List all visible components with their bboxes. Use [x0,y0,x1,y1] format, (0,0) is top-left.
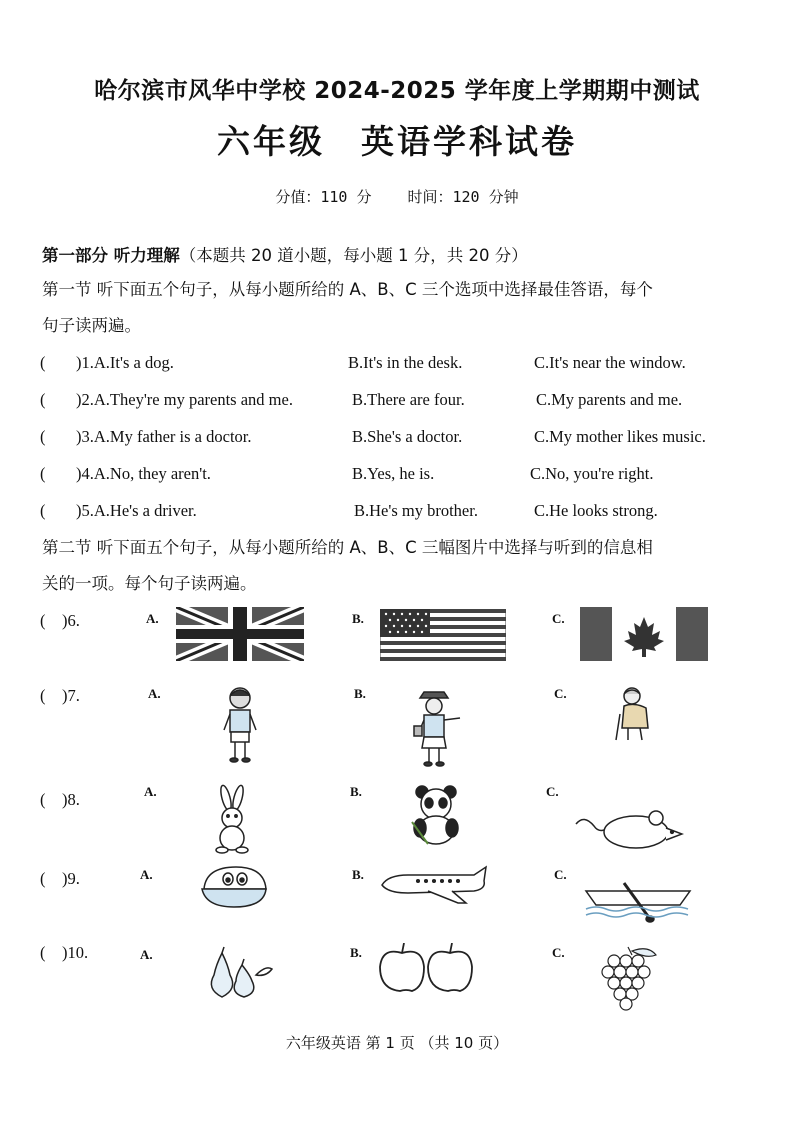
option-letter-b: B. [350,945,362,960]
boy-picture[interactable] [216,684,264,764]
school-title: 哈尔滨市风华中学校 2024-2025 学年度上学期期中测试 [94,78,700,104]
option-letter-b: B. [352,867,364,882]
time-value: 时间：120 分钟 [407,188,519,206]
question-row [40,390,760,420]
question-number: )7. [62,686,80,705]
canada-flag-picture[interactable] [580,607,708,661]
option-c: C.My mother likes music. [534,427,706,446]
score-time-line [0,186,794,207]
cap-picture[interactable] [198,863,270,911]
question-row [40,353,760,383]
option-b: B.Yes, he is. [352,464,435,483]
rabbit-picture[interactable] [208,784,256,856]
section1-instruction-line1: 第一节 听下面五个句子，从每小题所给的 A、B、C 三个选项中选择最佳答语，每个 [42,280,653,299]
option-letter-b: B. [354,686,366,701]
grade-label: 六年级 [217,122,325,161]
option-letter-a: A. [148,686,161,701]
question-number: )9. [62,869,80,888]
option-c: C.No, you're right. [530,464,654,483]
mouse-picture[interactable] [574,806,684,852]
option-c: C.It's near the window. [534,353,686,372]
option-c: C.My parents and me. [536,390,683,409]
answer-paren[interactable]: ( [40,353,46,372]
option-letter-c: C. [552,611,565,626]
option-letter-a: A. [140,867,153,882]
paper-title [0,116,794,163]
option-a: )3.A.My father is a doctor. [76,427,252,446]
section1-instruction-line2: 句子读两遍。 [42,316,141,335]
option-a: )5.A.He's a driver. [76,501,197,520]
option-letter-a: A. [140,947,153,962]
picture-question-row [40,943,760,1023]
question-row [40,501,760,531]
option-a: )2.A.They're my parents and me. [76,390,293,409]
question-row [40,464,760,494]
old-man-picture[interactable] [610,684,660,744]
picture-question-row [40,611,760,691]
answer-paren[interactable]: ( [40,501,46,520]
boat-picture[interactable] [584,879,692,925]
question-number: )8. [62,790,80,809]
answer-paren[interactable]: ( )6. [40,611,80,630]
option-letter-b: B. [352,611,364,626]
airplane-picture[interactable] [378,865,490,905]
question-row [40,427,760,457]
score-value: 分值：110 分 [275,188,372,206]
police-woman-picture[interactable] [404,688,466,768]
answer-paren[interactable]: ( [40,464,46,483]
answer-paren[interactable]: ( )9. [40,869,80,888]
option-letter-a: A. [146,611,159,626]
section2-instruction [42,530,762,602]
section2-instruction-line2: 关的一项。每个句子读两遍。 [42,574,257,593]
question-number: )10. [62,943,89,962]
uk-flag-picture[interactable] [176,607,304,661]
picture-question-row [40,869,760,949]
panda-picture[interactable] [408,784,464,846]
option-letter-a: A. [144,784,157,799]
option-a: )1.A.It's a dog. [76,353,174,372]
part1-title: 第一部分 听力理解 [42,246,180,265]
option-b: B.He's my brother. [354,501,478,520]
option-letter-c: C. [552,945,565,960]
option-letter-c: C. [546,784,559,799]
part1-heading [42,242,528,266]
part1-note: （本题共 20 道小题，每小题 1 分，共 20 分） [179,246,528,265]
usa-flag-picture[interactable] [380,609,506,661]
answer-paren[interactable]: ( )7. [40,686,80,705]
picture-question-row [40,686,760,766]
section2-instruction-line1: 第二节 听下面五个句子，从每小题所给的 A、B、C 三幅图片中选择与听到的信息相 [42,538,653,557]
section1-instruction [42,272,762,344]
answer-paren[interactable]: ( [40,427,46,446]
picture-question-row [40,784,760,870]
option-letter-c: C. [554,686,567,701]
option-b: B.She's a doctor. [352,427,463,446]
option-letter-b: B. [350,784,362,799]
option-b: B.It's in the desk. [348,353,463,372]
option-c: C.He looks strong. [534,501,658,520]
option-letter-c: C. [554,867,567,882]
answer-paren[interactable]: ( [40,390,46,409]
option-a: )4.A.No, they aren't. [76,464,211,483]
question-number: )6. [62,611,80,630]
answer-paren[interactable]: ( )8. [40,790,80,809]
grapes-picture[interactable] [598,945,660,1011]
apples-picture[interactable] [378,943,474,993]
pears-picture[interactable] [200,945,276,1001]
answer-paren[interactable]: ( )10. [40,943,89,962]
page-footer: 六年级英语 第 1 页 （共 10 页） [285,1034,509,1052]
option-b: B.There are four. [352,390,465,409]
subject-label: 英语学科试卷 [361,122,577,161]
